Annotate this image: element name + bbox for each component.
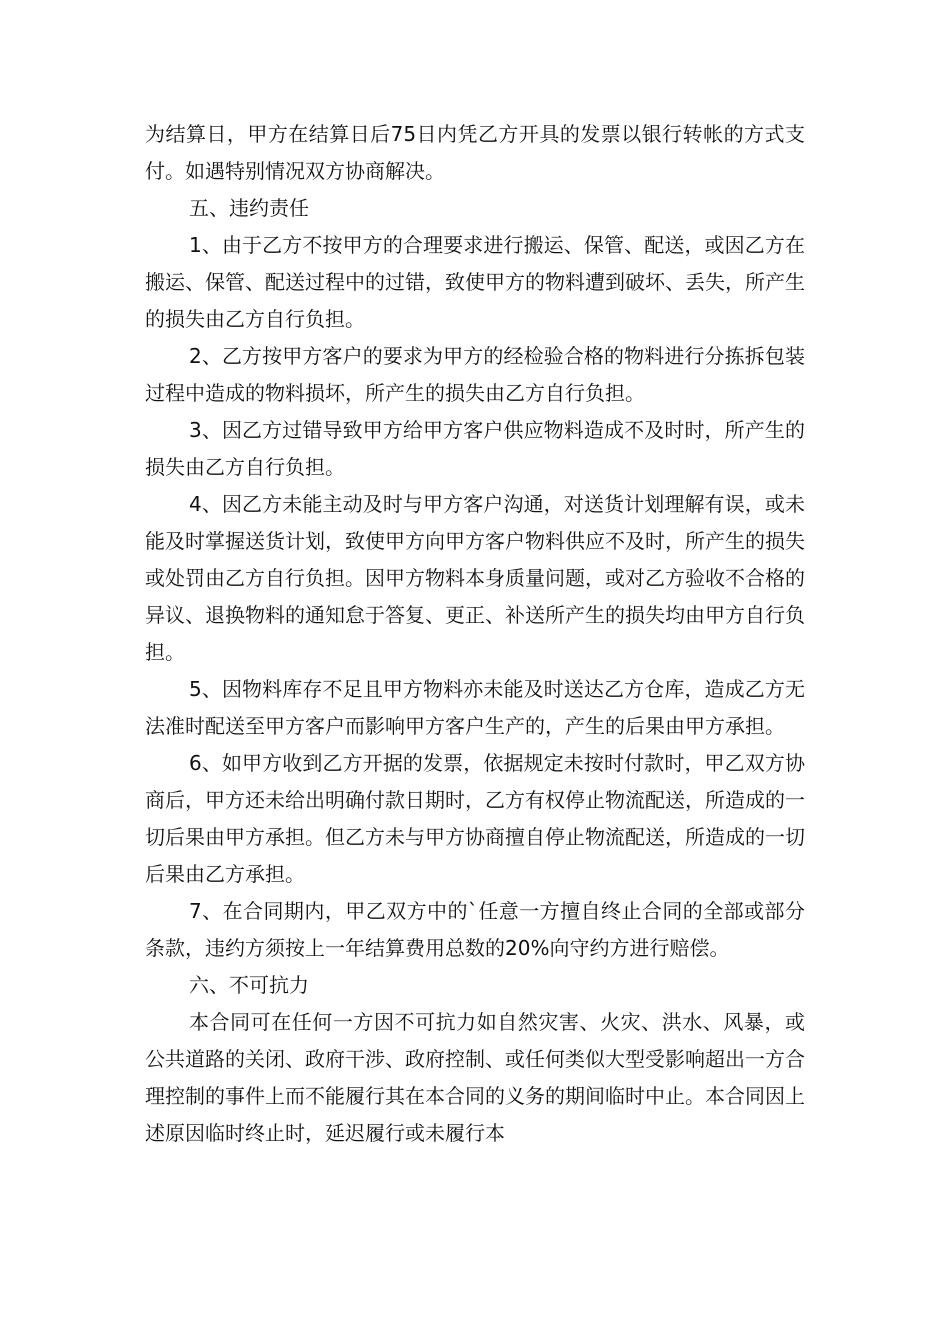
clause-4: 4、因乙方未能主动及时与甲方客户沟通，对送货计划理解有误，或未能及时掌握送货计划，致使甲方向甲方客户物料供应不及时，所产生的损失或处罚由乙方自行负担。因甲方物料本身质量问题，或对乙方验收不合格的异议、退换物料的通知怠于答复、更正、补送所产生的损失均由甲方自行负担。 <box>145 492 805 664</box>
document-body <box>145 116 805 1152</box>
section-heading-breach-liability: 五、违约责任 <box>189 196 309 220</box>
paragraph-force-majeure: 本合同可在任何一方因不可抗力如自然灾害、火灾、洪水、风暴，或公共道路的关闭、政府干涉、政府控制、或任何类似大型受影响超出一方合理控制的事件上而不能履行其在本合同的义务的期间临时中止。本合同因上述原因临时终止时，延迟履行或未履行本 <box>145 1010 805 1145</box>
section-heading-force-majeure: 六、不可抗力 <box>189 973 309 997</box>
clause-6: 6、如甲方收到乙方开据的发票，依据规定未按时付款时，甲乙双方协商后，甲方还未给出明确付款日期时，乙方有权停止物流配送，所造成的一切后果由甲方承担。但乙方未与甲方协商擅自停止物流配送，所造成的一切后果由乙方承担。 <box>145 751 805 886</box>
paragraph-payment-terms: 为结算日，甲方在结算日后75日内凭乙方开具的发票以银行转帐的方式支付。如遇特别情况双方协商解决。 <box>145 122 805 183</box>
clause-3: 3、因乙方过错导致甲方给甲方客户供应物料造成不及时时，所产生的损失由乙方自行负担。 <box>145 418 805 479</box>
clause-7: 7、在合同期内，甲乙双方中的`任意一方擅自终止合同的全部或部分条款，违约方须按上一年结算费用总数的20%向守约方进行赔偿。 <box>145 899 805 960</box>
clause-5: 5、因物料库存不足且甲方物料亦未能及时送达乙方仓库，造成乙方无法准时配送至甲方客户而影响甲方客户生产的，产生的后果由甲方承担。 <box>145 677 805 738</box>
clause-1: 1、由于乙方不按甲方的合理要求进行搬运、保管、配送，或因乙方在搬运、保管、配送过程中的过错，致使甲方的物料遭到破坏、丢失，所产生的损失由乙方自行负担。 <box>145 233 805 331</box>
clause-2: 2、乙方按甲方客户的要求为甲方的经检验合格的物料进行分拣拆包装过程中造成的物料损坏，所产生的损失由乙方自行负担。 <box>145 344 805 405</box>
